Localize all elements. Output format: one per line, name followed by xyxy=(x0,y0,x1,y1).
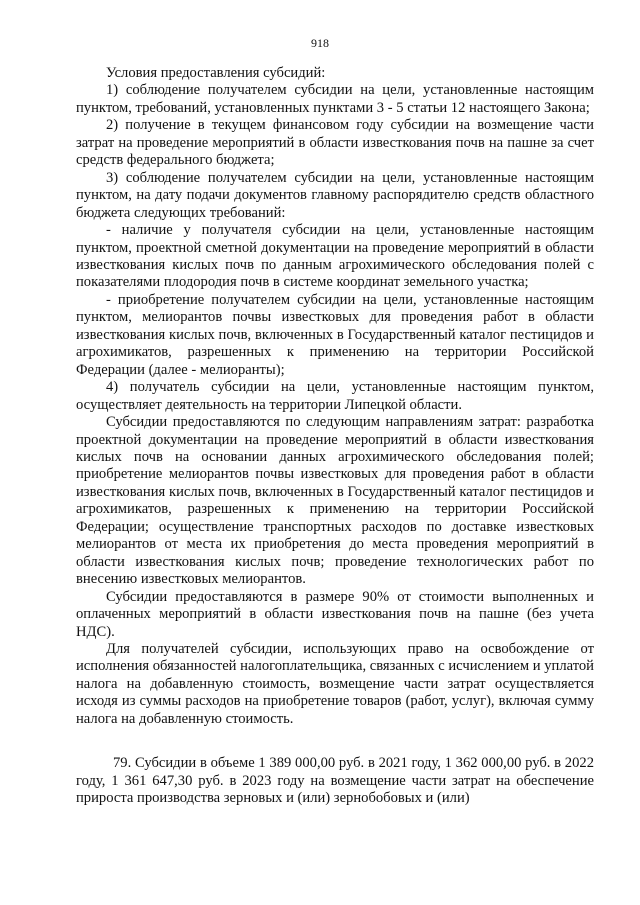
paragraph-requirement-meliorants: - приобретение получателем субсидии на цели, установленные настоящим пунктом, мелиорантов почвы известковых для проведения работ в области известкования кислых почв, включенных в Государственный каталог пестицидов и агрохимикатов, разрешенных к применению на территории Российской Федерации (далее - мелиоранты); xyxy=(76,291,594,378)
paragraph-condition-2: 2) получение в текущем финансовом году субсидии на возмещение части затрат на проведение мероприятий в области известкования почв на пашне за счет средств федерального бюджета; xyxy=(76,117,594,169)
paragraph-subsidy-rate: Субсидии предоставляются в размере 90% от стоимости выполненных и оплаченных мероприятий в области известкования почв на пашне (без учета НДС). xyxy=(76,588,594,640)
page-number: 918 xyxy=(311,36,329,50)
paragraph-condition-1: 1) соблюдение получателем субсидии на цели, установленные настоящим пунктом, требований, установленных пунктами 3 - 5 статьи 12 настоящего Закона; xyxy=(76,82,594,116)
paragraph-requirement-documentation: - наличие у получателя субсидии на цели, установленные настоящим пунктом, проектной сметной документации на проведение мероприятий в области известкования кислых почв по данным агрохимического обследования полей с показателями плодородия почв в системе координат земельного участка; xyxy=(76,222,594,291)
document-body xyxy=(76,65,594,808)
paragraph-condition-4: 4) получатель субсидии на цели, установленные настоящим пунктом, осуществляет деятельность на территории Липецкой области. xyxy=(76,379,594,413)
paragraph-condition-3: 3) соблюдение получателем субсидии на цели, установленные настоящим пунктом, на дату подачи документов главному распорядителю средств областного бюджета следующих требований: xyxy=(76,169,594,221)
paragraph-section-79: 79. Субсидии в объеме 1 389 000,00 руб. в 2021 году, 1 362 000,00 руб. в 2022 году, 1 361 647,30 руб. в 2023 году на возмещение части затрат на обеспечение прироста производства зерновых и (или) зернобобовых и (или) xyxy=(76,755,594,807)
paragraph-vat-exemption: Для получателей субсидии, использующих право на освобождение от исполнения обязанностей налогоплательщика, связанных с исчислением и уплатой налога на добавленную стоимость, возмещение части затрат осуществляется исходя из суммы расходов на приобретение товаров (работ, услуг), включая сумму налога на добавленную стоимость. xyxy=(76,640,594,727)
paragraph-conditions-heading: Условия предоставления субсидий: xyxy=(106,65,326,81)
paragraph-cost-directions: Субсидии предоставляются по следующим направлениям затрат: разработка проектной документации на проведение мероприятий в области известкования кислых почв на основании данных агрохимического обследования полей; приобретение мелиорантов почвы известковых для проведения работ в области известкования кислых почв, включенных в Государственный каталог пестицидов и агрохимикатов, разрешенных к применению на территории Российской Федерации; осуществление транспортных расходов по доставке известковых мелиорантов от места их приобретения до места проведения мероприятий в области известкования кислых почв; проведение технологических работ по внесению известковых мелиорантов. xyxy=(76,414,594,588)
